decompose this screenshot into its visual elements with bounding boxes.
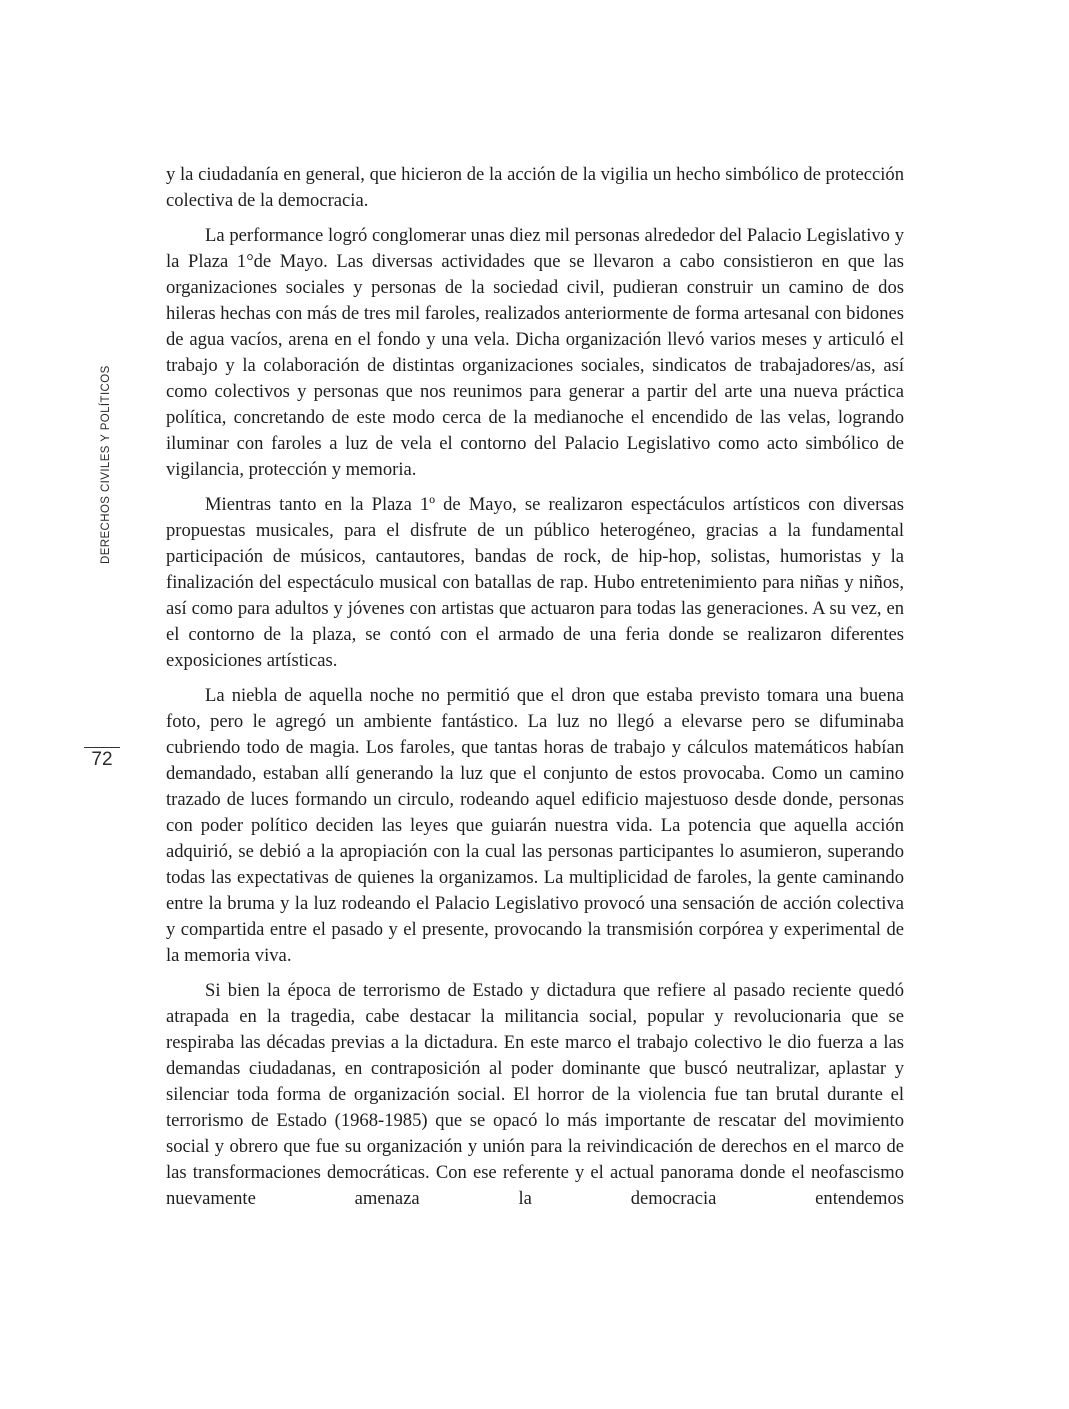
paragraph-performance: La performance logró conglomerar unas diez mil personas alrededor del Palacio Legislativo y la Plaza 1°de Mayo. Las diversas actividades que se llevaron a cabo consistieron en que las organizaciones sociales y personas de la sociedad civil, pudieran construir un camino de dos hileras hechas con más de tres mil faroles, realizados anteriormente de forma artesanal con bidones de agua vacíos, arena en el fondo y una vela. Dicha organización llevó varios meses y articuló el trabajo y la colaboración de distintas organizaciones sociales, sindicatos de trabajadores/as, así como colectivos y personas que nos reunimos para generar a partir del arte una nueva práctica política, concretando de este modo cerca de la medianoche el encendido de las velas, logrando iluminar con faroles a luz de vela el contorno del Palacio Legislativo como acto simbólico de vigilancia, protección y memoria. [166, 225, 904, 480]
page-number-rule [84, 747, 120, 748]
paragraph-plaza: Mientras tanto en la Plaza 1º de Mayo, se realizaron espectáculos artísticos con diversas propuestas musicales, para el disfrute de un público heterogéneo, gracias a la fundamental participación de músicos, cantautores, bandas de rock, de hip-hop, solistas, humoristas y la finalización del espectáculo musical con batallas de rap. Hubo entretenimiento para niñas y niños, así como para adultos y jóvenes con artistas que actuaron para todas las generaciones. A su vez, en el contorno de la plaza, se contó con el armado de una feria donde se realizaron diferentes exposiciones artísticas. [166, 494, 904, 671]
page-number: 72 [91, 749, 113, 770]
paragraph-terrorismo: Si bien la época de terrorismo de Estado y dictadura que refiere al pasado reciente quedó atrapada en la tragedia, cabe destacar la militancia social, popular y revolucionaria que se respiraba las décadas previas a la dictadura. En este marco el trabajo colectivo le dio fuerza a las demandas ciudadanas, en contraposición al poder dominante que buscó neutralizar, aplastar y silenciar toda forma de organización social. El horror de la violencia fue tan brutal durante el terrorismo de Estado (1968-1985) que se opacó lo más importante de rescatar del movimiento social y obrero que fue su organización y unión para la reivindicación de derechos en el marco de las transformaciones democráticas. Con ese referente y el actual panorama donde el neofascismo nuevamente amenaza la democracia entendemos [166, 980, 904, 1209]
body-text [166, 162, 904, 1221]
paragraph-niebla: La niebla de aquella noche no permitió que el dron que estaba previsto tomara una buena foto, pero le agregó un ambiente fantástico. La luz no llegó a elevarse pero se difuminaba cubriendo todo de magia. Los faroles, que tantas horas de trabajo y cálculos matemáticos habían demandado, estaban allí generando la luz que el conjunto de estos provocaba. Como un camino trazado de luces formando un circulo, rodeando aquel edificio majestuoso desde donde, personas con poder político deciden las leyes que guiarán nuestra vida. La potencia que aquella acción adquirió, se debió a la apropiación con la cual las personas participantes lo asumieron, superando todas las expectativas de quienes la organizamos. La multiplicidad de faroles, la gente caminando entre la bruma y la luz rodeando el Palacio Legislativo provocó una sensación de acción colectiva y compartida entre el pasado y el presente, provocando la transmisión corpórea y experimental de la memoria viva. [166, 685, 904, 966]
running-head: DERECHOS CIVILES Y POLÍTICOS [100, 365, 112, 564]
paragraph-continuation: y la ciudadanía en general, que hicieron de la acción de la vigilia un hecho simbólico de protección colectiva de la democracia. [166, 164, 904, 211]
